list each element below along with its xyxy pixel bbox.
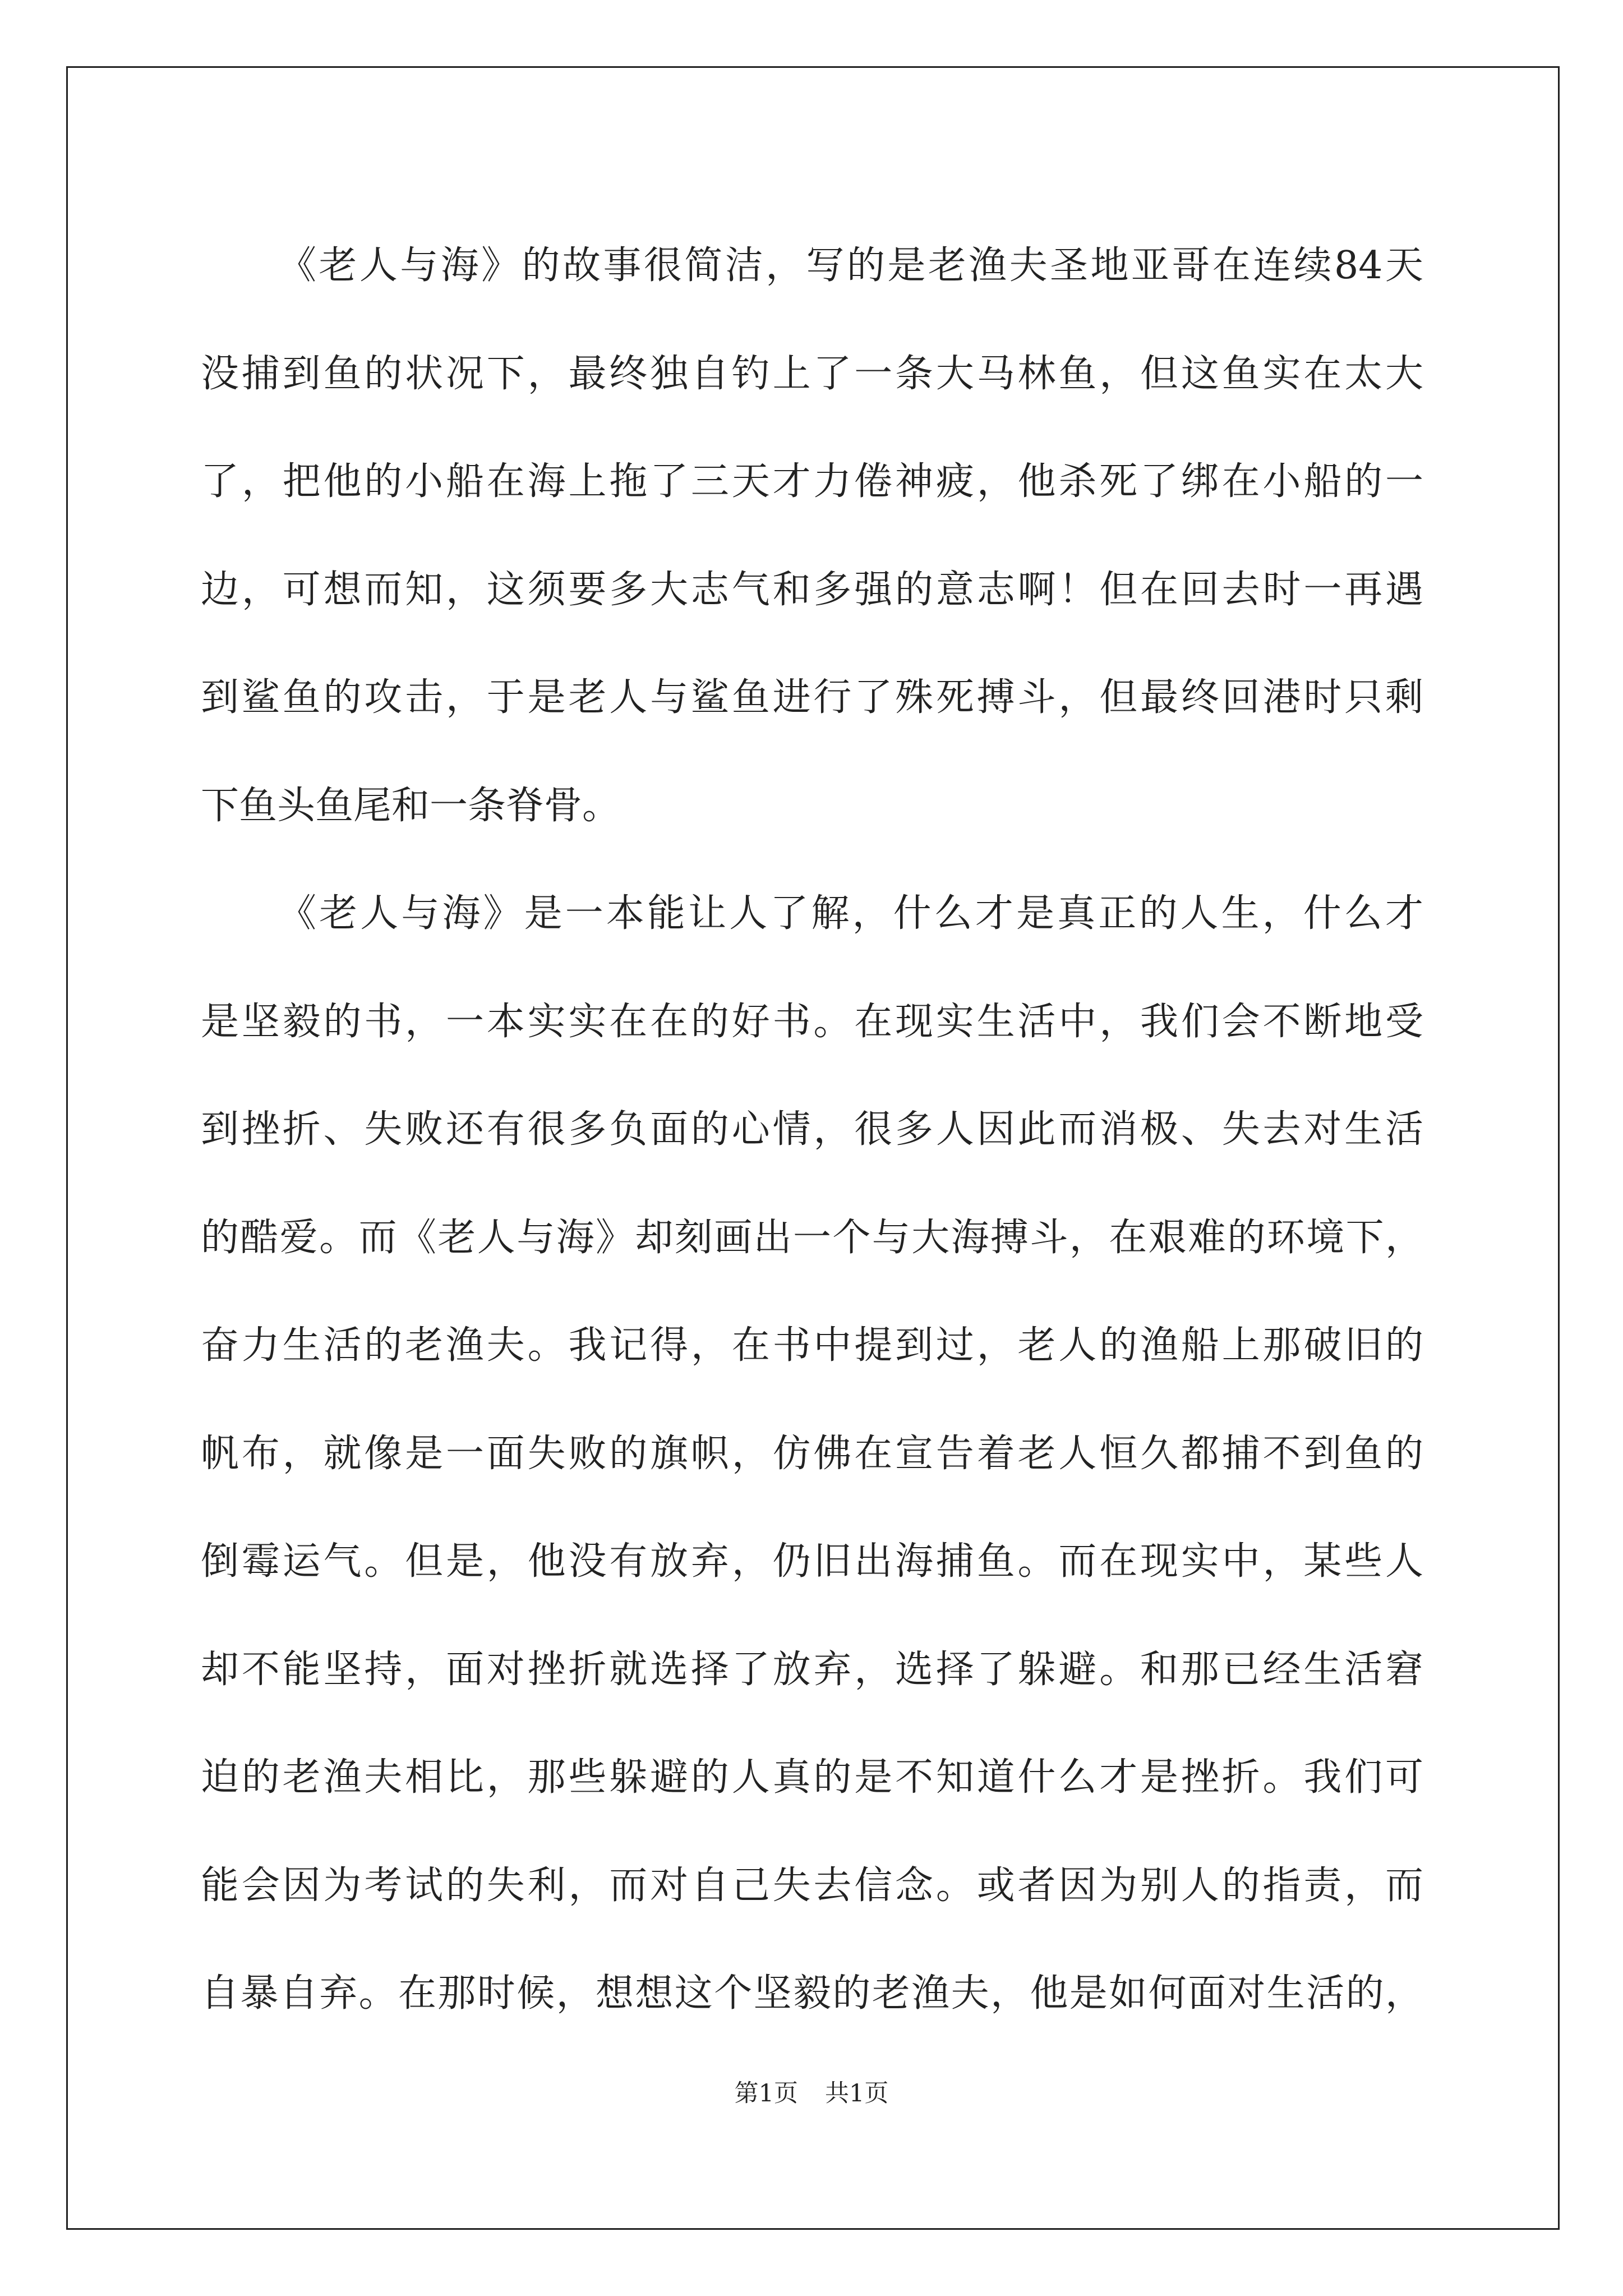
paragraph-1-line-2: 没捕到鱼的状况下，最终独自钓上了一条大马林鱼，但这鱼实在太大 <box>201 351 1423 396</box>
paragraph-1-line-1: 《老人与海》的故事很简洁，写的是老渔夫圣地亚哥在连续84天 <box>278 243 1423 288</box>
paragraph-2-line-5: 奋力生活的老渔夫。我记得，在书中提到过，老人的渔船上那破旧的 <box>201 1323 1423 1368</box>
paragraph-2-line-10: 能会因为考试的失利，而对自己失去信念。或者因为别人的指责，而 <box>201 1863 1423 1908</box>
paragraph-2-line-8: 却不能坚持，面对挫折就选择了放弃，选择了躲避。和那已经生活窘 <box>201 1647 1423 1692</box>
document-body <box>201 212 1423 2048</box>
paragraph-2-line-4: 的酷爱。而《老人与海》却刻画出一个与大海搏斗，在艰难的环境下， <box>201 1215 1423 1260</box>
page-footer <box>0 2074 1623 2109</box>
paragraph-1-line-6: 下鱼头鱼尾和一条脊骨。 <box>201 783 621 828</box>
page-number: 第1页 <box>734 2079 798 2108</box>
paragraph-2-line-11: 自暴自弃。在那时候，想想这个坚毅的老渔夫，他是如何面对生活的， <box>201 1971 1423 2016</box>
paragraph-2-line-9: 迫的老渔夫相比，那些躲避的人真的是不知道什么才是挫折。我们可 <box>201 1755 1423 1800</box>
paragraph-2-line-7: 倒霉运气。但是，他没有放弃，仍旧出海捕鱼。而在现实中，某些人 <box>201 1539 1423 1584</box>
paragraph-1-line-4: 边，可想而知，这须要多大志气和多强的意志啊！但在回去时一再遇 <box>201 567 1423 612</box>
paragraph-2-line-6: 帆布，就像是一面失败的旗帜，仿佛在宣告着老人恒久都捕不到鱼的 <box>201 1431 1423 1476</box>
paragraph-2-line-1: 《老人与海》是一本能让人了解，什么才是真正的人生，什么才 <box>278 891 1423 936</box>
paragraph-2-line-3: 到挫折、失败还有很多负面的心情，很多人因此而消极、失去对生活 <box>201 1107 1423 1152</box>
paragraph-2-line-2: 是坚毅的书，一本实实在在的好书。在现实生活中，我们会不断地受 <box>201 999 1423 1044</box>
paragraph-1-line-5: 到鲨鱼的攻击，于是老人与鲨鱼进行了殊死搏斗，但最终回港时只剩 <box>201 675 1423 720</box>
paragraph-1-line-3: 了，把他的小船在海上拖了三天才力倦神疲，他杀死了绑在小船的一 <box>201 459 1423 504</box>
page-total: 共1页 <box>825 2079 889 2108</box>
